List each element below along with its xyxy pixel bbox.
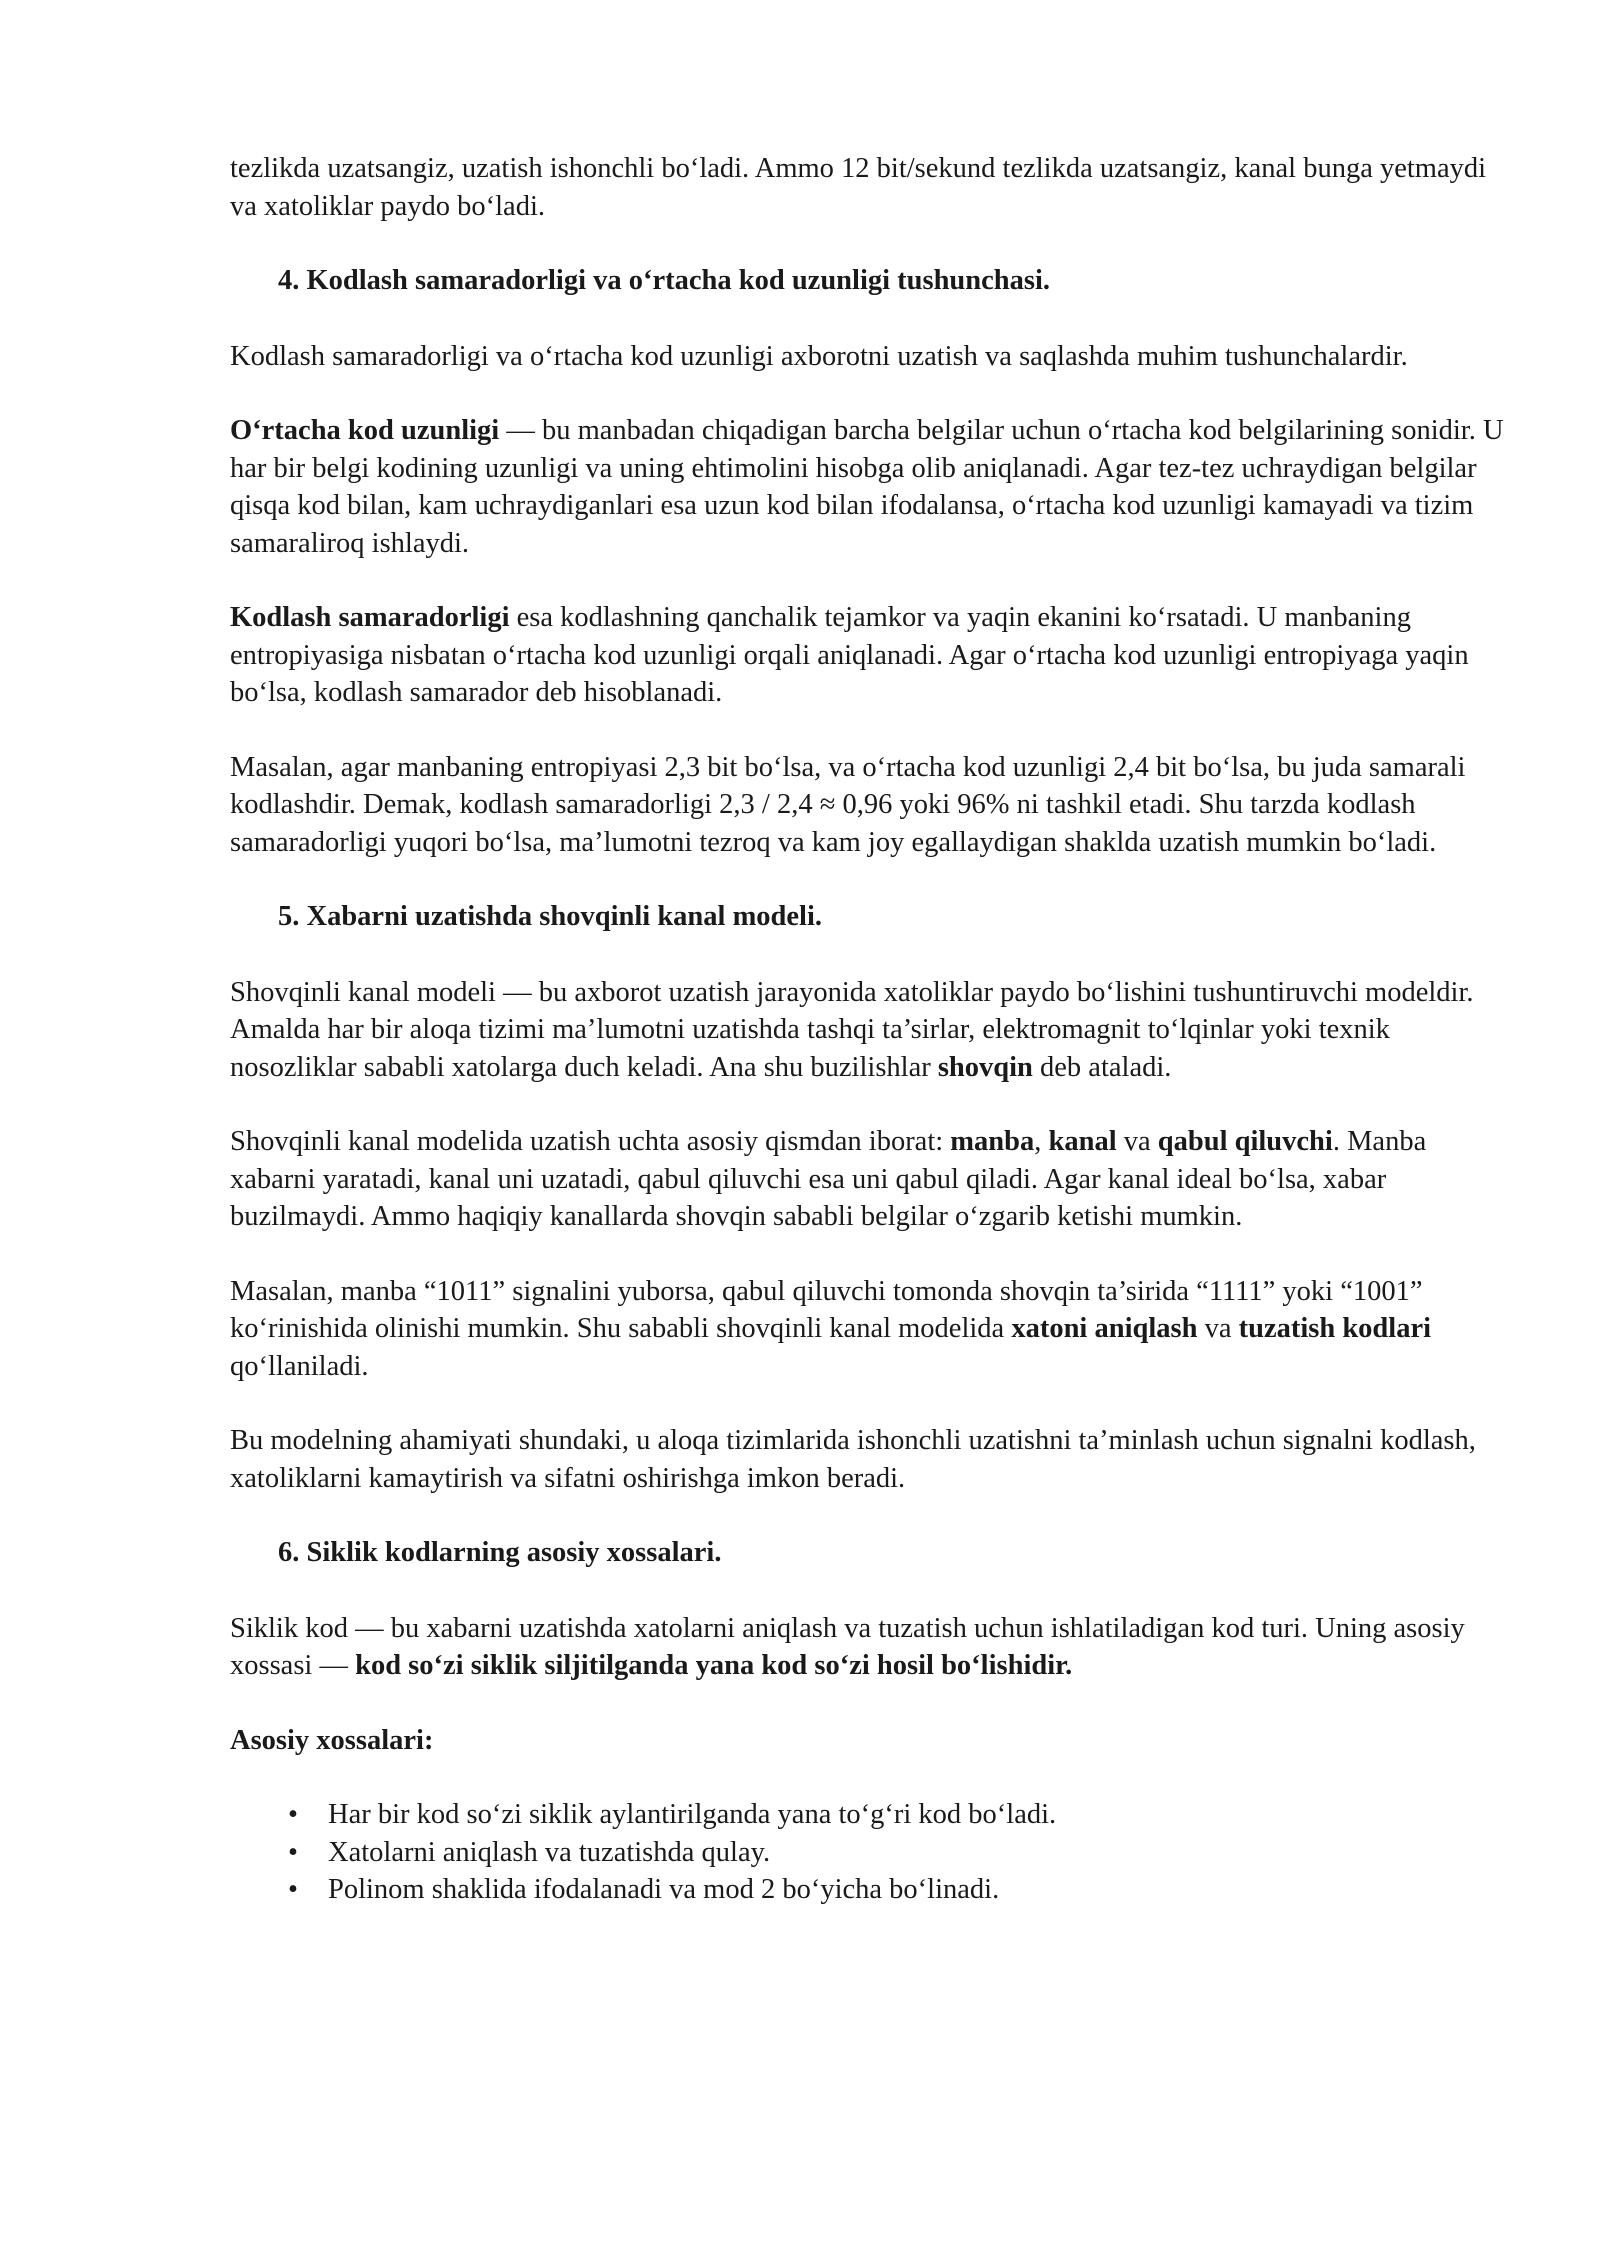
paragraph-text: va [1116, 1126, 1158, 1157]
properties-label: Asosiy xossalari: [230, 1724, 434, 1756]
list-item [230, 1834, 1505, 1872]
paragraph-text: , [1034, 1126, 1049, 1157]
bullet-icon: • [288, 1874, 298, 1905]
list-item-text: Har bir kod so‘zi siklik aylantirilganda yana to‘g‘ri kod bo‘ladi. [328, 1799, 1057, 1830]
term-channel: kanal [1048, 1126, 1117, 1157]
list-item-text: Xatolarni aniqlash va tuzatishda qulay. [328, 1836, 771, 1868]
term-receiver: qabul qiluvchi [1157, 1126, 1333, 1157]
term-correction-codes: tuzatish kodlari [1238, 1313, 1432, 1344]
paragraph-text: Shovqinli kanal modeli — bu axborot uzatish jarayonida xatoliklar paydo bo‘lishini tushuntiruvchi modeldir. Amalda har bir aloqa tizimi ma’lumotni uzatishda tashqi ta’sirlar, elektromagnit to‘lqinlar yoki texnik nosozliklar sababli xatolarga duch keladi. Ana shu buzilishlar [230, 976, 1474, 1083]
paragraph-text: va [1197, 1313, 1239, 1344]
term-source: manba [950, 1126, 1035, 1157]
term-cyclic-property: kod so‘zi siklik siljitilganda yana kod so‘zi hosil bo‘lishidir. [355, 1650, 1073, 1681]
list-item-text: Polinom shaklida ifodalanadi va mod 2 bo‘yicha bo‘linadi. [328, 1874, 1000, 1905]
term-average-code-length: O‘rtacha kod uzunligi [230, 415, 500, 446]
section-4-heading: 4. Kodlash samaradorligi va o‘rtacha kod uzunligi tushunchasi. [278, 265, 1051, 296]
paragraph-text: — bu manbadan chiqadigan barcha belgilar uchun o‘rtacha kod belgilarining sonidir. U har bir belgi kodining uzunligi va uning ehtimolini hisobga olib aniqlanadi. Agar tez-tez uchraydigan belgilar qisqa kod bilan, kam uchraydiganlari esa uzun kod bilan ifodalansa, o‘rtacha kod uzunligi kamayadi va tizim samaraliroq ishlaydi. [230, 415, 1504, 559]
bullet-icon: • [288, 1836, 298, 1868]
term-error-detection: xatoni aniqlash [1011, 1313, 1198, 1344]
paragraph-text: qo‘llaniladi. [230, 1350, 369, 1382]
section-4-paragraph-1: Kodlash samaradorligi va o‘rtacha kod uzunligi axborotni uzatish va saqlashda muhim tushunchalardir. [230, 340, 1408, 372]
section-5-paragraph-4: Bu modelning ahamiyati shundaki, u aloqa tizimlarida ishonchli uzatishni ta’minlash uchun signalni kodlash, xatoliklarni kamaytirish va sifatni oshirishga imkon beradi. [230, 1425, 1476, 1494]
term-noise: shovqin [937, 1051, 1033, 1083]
properties-subheading [230, 1722, 1505, 1760]
paragraph-text: Masalan, manba “1011” signalini yuborsa, qabul qiluvchi tomonda shovqin ta’sirida “1111” yoki “1001” ko‘rinishida olinishi mumkin. Shu sababli shovqinli kanal modelida [230, 1275, 1423, 1344]
bullet-icon: • [288, 1799, 298, 1830]
paragraph-text: esa kodlashning qanchalik tejamkor va yaqin ekanini ko‘rsatadi. U manbaning entropiyasiga nisbatan o‘rtacha kod uzunligi orqali aniqlanadi. Agar o‘rtacha kod uzunligi entropiyaga yaqin bo‘lsa, kodlash samarador deb hisoblanadi. [230, 602, 1469, 708]
paragraph-text: . Manba xabarni yaratadi, kanal uni uzatadi, qabul qiluvchi esa uni qabul qiladi. Agar kanal ideal bo‘lsa, xabar buzilmaydi. Ammo haqiqiy kanallarda shovqin sababli belgilar o‘zgarib ketishi mumkin. [230, 1126, 1427, 1232]
section-5-paragraph-3 [230, 1273, 1505, 1386]
section-6-paragraph-1 [230, 1610, 1505, 1685]
section-5-paragraph-2 [230, 1123, 1505, 1236]
properties-list [230, 1796, 1505, 1909]
paragraph-text: Siklik kod — bu xabarni uzatishda xatolarni aniqlash va tuzatish uchun ishlatiladigan kod turi. Uning asosiy xossasi — [230, 1612, 1465, 1681]
section-4-paragraph-2 [230, 412, 1505, 562]
paragraph-text: deb ataladi. [1032, 1051, 1172, 1083]
list-item [230, 1796, 1505, 1834]
list-item [230, 1871, 1505, 1909]
paragraph-text: Shovqinli kanal modelida uzatish uchta asosiy qismdan iborat: [230, 1126, 951, 1157]
term-coding-efficiency: Kodlash samaradorligi [230, 602, 510, 633]
section-6-heading: 6. Siklik kodlarning asosiy xossalari. [278, 1537, 722, 1568]
intro-paragraph: tezlikda uzatsangiz, uzatish ishonchli bo‘ladi. Ammo 12 bit/sekund tezlikda uzatsangiz, kanal bunga yetmaydi va xatoliklar paydo bo‘ladi. [230, 153, 1487, 222]
section-4-paragraph-4: Masalan, agar manbaning entropiyasi 2,3 bit bo‘lsa, va o‘rtacha kod uzunligi 2,4 bit bo‘lsa, bu juda samarali kodlashdir. Demak, kodlash samaradorligi 2,3 / 2,4 ≈ 0,96 yoki 96% ni tashkil etadi. Shu tarzda kodlash samaradorligi yuqori bo‘lsa, ma’lumotni tezroq va kam joy egallaydigan shaklda uzatish mumkin bo‘ladi. [230, 751, 1466, 858]
section-5-heading: 5. Xabarni uzatishda shovqinli kanal modeli. [278, 901, 823, 932]
section-5-paragraph-1 [230, 974, 1505, 1087]
section-4-paragraph-3 [230, 599, 1505, 712]
document-page [230, 150, 1505, 1909]
